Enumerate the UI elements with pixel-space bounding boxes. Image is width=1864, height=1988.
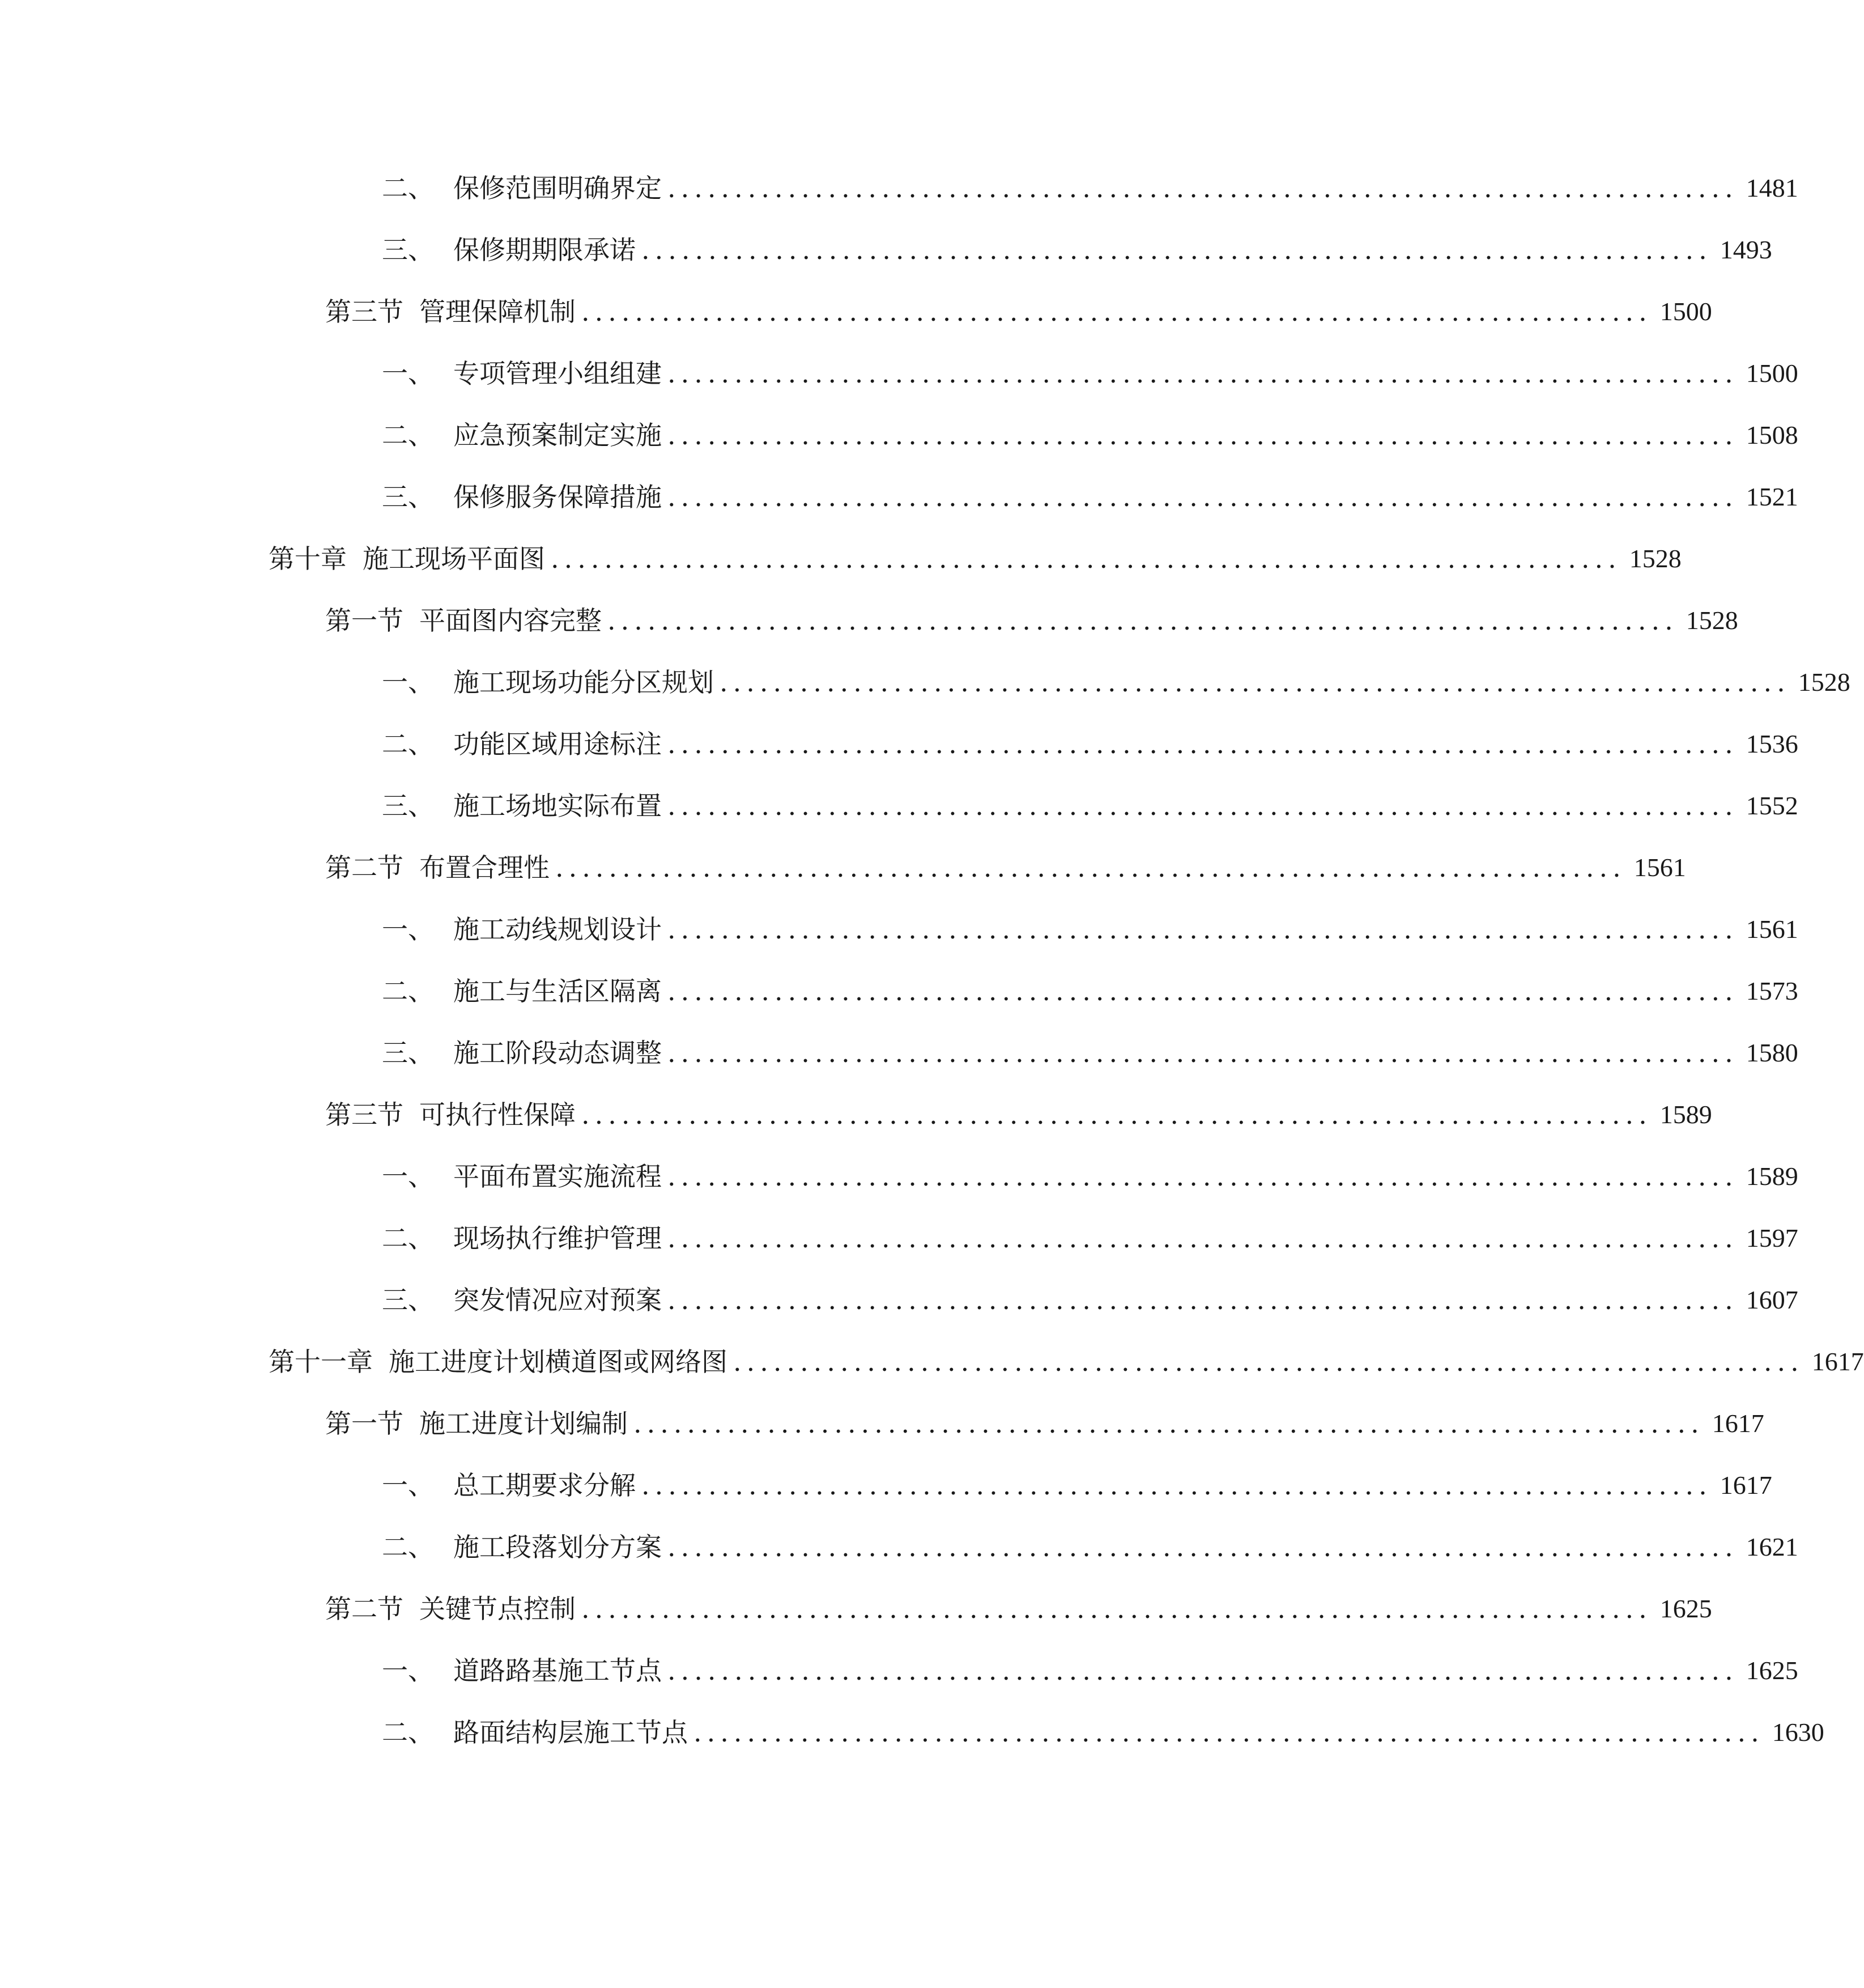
- toc-entry[interactable]: [382, 354, 1798, 393]
- toc-entry-title: 路面结构层施工节点: [453, 1717, 688, 1748]
- toc-entry-title: 布置合理性: [419, 852, 550, 883]
- toc-dot-leader: ................................................................................: [667, 791, 1738, 821]
- toc-entry-page: 1521: [1746, 482, 1798, 511]
- toc-dot-leader: ................................................................................: [667, 420, 1738, 451]
- toc-entry[interactable]: [382, 786, 1798, 826]
- toc-entry[interactable]: [325, 1404, 1764, 1443]
- toc-entry-number: 二、: [382, 1532, 434, 1562]
- toc-entry-page: 1589: [1659, 1100, 1712, 1129]
- toc-entry-page: 1573: [1746, 976, 1798, 1005]
- toc-entry-page: 1597: [1746, 1224, 1798, 1252]
- toc-dot-leader: ................................................................................: [581, 296, 1652, 327]
- toc-entry-number: 一、: [382, 667, 434, 698]
- toc-entry-number: 一、: [382, 358, 434, 389]
- toc-entry-number: 二、: [382, 729, 434, 759]
- toc-entry-number: 一、: [382, 1470, 434, 1501]
- toc-entry[interactable]: [382, 910, 1798, 949]
- toc-entry-number: 一、: [382, 914, 434, 945]
- toc-dot-leader: ................................................................................: [667, 1655, 1738, 1686]
- toc-entry[interactable]: [382, 1033, 1798, 1073]
- toc-dot-leader: ................................................................................: [667, 1285, 1738, 1315]
- toc-entry-number: 二、: [382, 1717, 434, 1748]
- toc-entry-title: 施工与生活区隔离: [453, 976, 662, 1006]
- toc-entry-page: 1561: [1633, 853, 1686, 882]
- toc-dot-leader: ................................................................................: [667, 1532, 1738, 1562]
- toc-entry-number: 三、: [382, 482, 434, 512]
- toc-dot-leader: ................................................................................: [581, 1099, 1652, 1130]
- toc-entry-number: 第三节: [325, 296, 403, 327]
- toc-entry-title: 施工现场平面图: [363, 543, 545, 574]
- toc-entry-page: 1493: [1720, 235, 1772, 264]
- toc-entry-title: 平面图内容完整: [419, 605, 602, 636]
- toc-entry[interactable]: [382, 971, 1798, 1011]
- toc-entry-title: 专项管理小组组建: [453, 358, 662, 389]
- toc-entry-number: 一、: [382, 1161, 434, 1192]
- toc-dot-leader: ................................................................................: [667, 1223, 1738, 1254]
- toc-entry-title: 功能区域用途标注: [453, 729, 662, 759]
- toc-entry-number: 三、: [382, 1285, 434, 1315]
- toc-entry-title: 施工进度计划横道图或网络图: [389, 1346, 727, 1377]
- toc-dot-leader: ................................................................................: [667, 1161, 1738, 1192]
- toc-entry[interactable]: [382, 1527, 1798, 1567]
- toc-entry-page: 1508: [1746, 420, 1798, 449]
- toc-dot-leader: ................................................................................: [551, 543, 1622, 574]
- toc-entry[interactable]: [382, 477, 1798, 517]
- toc-entry-title: 施工动线规划设计: [453, 914, 662, 945]
- toc-entry-number: 二、: [382, 173, 434, 203]
- toc-entry-number: 第二节: [325, 852, 403, 883]
- toc-dot-leader: ................................................................................: [667, 914, 1738, 945]
- toc-entry[interactable]: [382, 1465, 1772, 1505]
- toc-entry-title: 总工期要求分解: [453, 1470, 636, 1501]
- toc-entry-number: 二、: [382, 420, 434, 451]
- toc-entry-page: 1617: [1811, 1347, 1864, 1376]
- toc-dot-leader: ................................................................................: [693, 1717, 1764, 1748]
- toc-entry-page: 1481: [1746, 173, 1798, 202]
- toc-entry-title: 施工阶段动态调整: [453, 1038, 662, 1068]
- toc-entry-page: 1528: [1686, 606, 1738, 635]
- toc-dot-leader: ................................................................................: [641, 1470, 1712, 1501]
- toc-entry[interactable]: [382, 1218, 1798, 1258]
- toc-entry[interactable]: [325, 292, 1712, 332]
- toc-entry-title: 施工现场功能分区规划: [453, 667, 714, 698]
- toc-entry-title: 保修范围明确界定: [453, 173, 662, 203]
- toc-entry[interactable]: [382, 1713, 1824, 1752]
- toc-entry[interactable]: [382, 230, 1772, 270]
- toc-entry-title: 管理保障机制: [419, 296, 576, 327]
- toc-entry-page: 1528: [1798, 668, 1850, 696]
- toc-entry-number: 二、: [382, 1223, 434, 1254]
- toc-entry-title: 道路路基施工节点: [453, 1655, 662, 1686]
- toc-dot-leader: ................................................................................: [733, 1346, 1804, 1377]
- toc-entry-page: 1625: [1659, 1594, 1712, 1623]
- toc-entry[interactable]: [269, 539, 1682, 579]
- toc-entry-page: 1617: [1712, 1409, 1764, 1438]
- toc-entry[interactable]: [325, 1095, 1712, 1135]
- toc-entry[interactable]: [325, 848, 1686, 887]
- toc-entry-title: 保修服务保障措施: [453, 482, 662, 512]
- toc-entry-page: 1625: [1746, 1656, 1798, 1685]
- toc-entry-page: 1552: [1746, 791, 1798, 820]
- toc-entry-title: 施工进度计划编制: [419, 1408, 628, 1439]
- toc-entry-title: 应急预案制定实施: [453, 420, 662, 451]
- toc-entry[interactable]: [382, 415, 1798, 455]
- toc-entry-number: 一、: [382, 1655, 434, 1686]
- toc-entry-page: 1536: [1746, 729, 1798, 758]
- toc-dot-leader: ................................................................................: [667, 482, 1738, 512]
- toc-entry-title: 现场执行维护管理: [453, 1223, 662, 1254]
- toc-entry[interactable]: [325, 601, 1738, 640]
- toc-dot-leader: ................................................................................: [581, 1594, 1652, 1624]
- toc-entry-page: 1617: [1720, 1471, 1772, 1500]
- toc-dot-leader: ................................................................................: [667, 976, 1738, 1006]
- toc-entry-title: 保修期期限承诺: [453, 235, 636, 265]
- toc-dot-leader: ................................................................................: [720, 667, 1790, 698]
- toc-entry-number: 第二节: [325, 1594, 403, 1624]
- toc-entry-title: 施工段落划分方案: [453, 1532, 662, 1562]
- toc-entry-title: 可执行性保障: [419, 1099, 576, 1130]
- toc-dot-leader: ................................................................................: [667, 358, 1738, 389]
- toc-entry[interactable]: [382, 1651, 1798, 1690]
- toc-entry-title: 突发情况应对预案: [453, 1285, 662, 1315]
- toc-entry-number: 三、: [382, 791, 434, 821]
- toc-entry-number: 第一节: [325, 1408, 403, 1439]
- toc-entry-number: 第十一章: [269, 1346, 373, 1377]
- toc-dot-leader: ................................................................................: [667, 1038, 1738, 1068]
- toc-entry[interactable]: [382, 168, 1798, 208]
- toc-dot-leader: ................................................................................: [607, 605, 1678, 636]
- toc-entry-page: 1621: [1746, 1532, 1798, 1561]
- toc-entry[interactable]: [382, 1157, 1798, 1196]
- toc-entry[interactable]: [269, 1342, 1864, 1382]
- toc-entry-page: 1630: [1772, 1718, 1824, 1747]
- toc-entry-page: 1500: [1746, 359, 1798, 388]
- toc-entry-number: 三、: [382, 235, 434, 265]
- toc-entry-title: 平面布置实施流程: [453, 1161, 662, 1192]
- toc-entry[interactable]: [325, 1589, 1712, 1629]
- toc-entry-number: 第三节: [325, 1099, 403, 1130]
- toc-entry-number: 第一节: [325, 605, 403, 636]
- toc-entry-page: 1607: [1746, 1285, 1798, 1314]
- toc-entry-page: 1500: [1659, 297, 1712, 326]
- toc-entry[interactable]: [382, 662, 1850, 702]
- toc-dot-leader: ................................................................................: [667, 173, 1738, 203]
- toc-entry[interactable]: [382, 1280, 1798, 1320]
- toc-entry-page: 1561: [1746, 915, 1798, 944]
- toc-dot-leader: ................................................................................: [555, 852, 1626, 883]
- toc-entry[interactable]: [382, 724, 1798, 764]
- toc-entry-page: 1580: [1746, 1038, 1798, 1067]
- toc-entry-page: 1589: [1746, 1162, 1798, 1191]
- toc-entry-number: 三、: [382, 1038, 434, 1068]
- toc-entry-title: 施工场地实际布置: [453, 791, 662, 821]
- toc-entry-page: 1528: [1629, 544, 1682, 573]
- toc-entry-number: 二、: [382, 976, 434, 1006]
- toc-dot-leader: ................................................................................: [667, 729, 1738, 759]
- toc-dot-leader: ................................................................................: [633, 1408, 1704, 1439]
- toc-entry-title: 关键节点控制: [419, 1594, 576, 1624]
- toc-entry-number: 第十章: [269, 543, 347, 574]
- toc-dot-leader: ................................................................................: [641, 235, 1712, 265]
